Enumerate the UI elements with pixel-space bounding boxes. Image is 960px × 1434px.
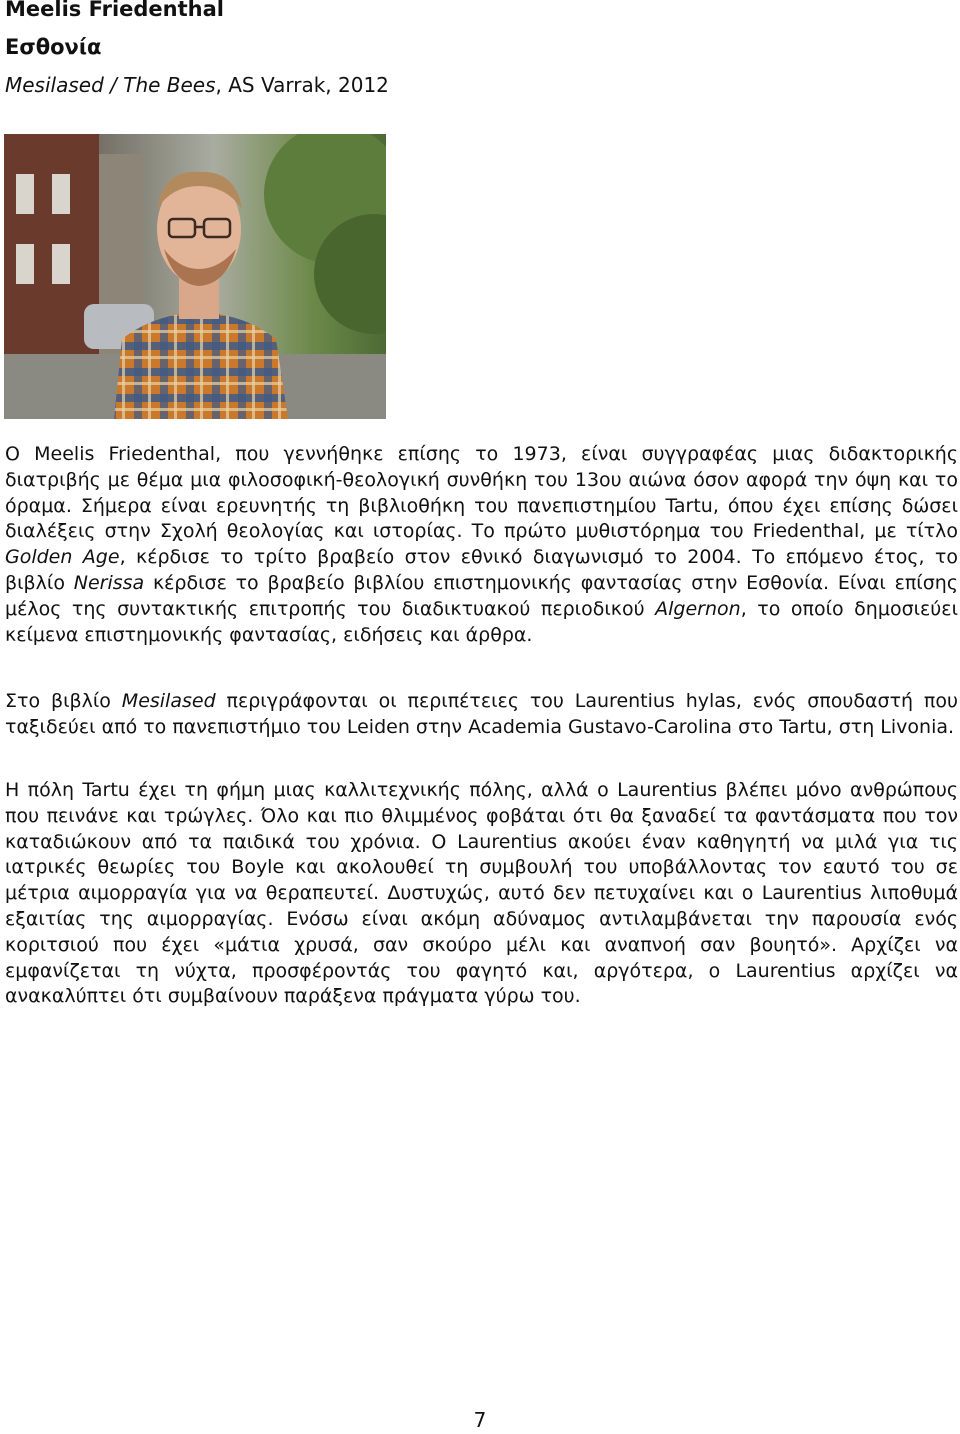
novel-title-golden-age: Golden Age [5,546,120,569]
magazine-title-algernon: Algernon [655,597,741,620]
author-country: Εσθονία [5,35,102,59]
bio-text-2: , κέρδισε το τρίτο βραβείο στον εθνικό διαγωνισμό το 2004. Το επόμενο έτος, το βιβλίο [5,546,958,594]
book-title-mesilased: Mesilased [121,690,216,712]
author-name: Meelis Friedenthal [5,0,224,21]
biography-paragraph [5,442,958,648]
bio-text-4: , το οποίο δημοσιεύει κείμενα επιστημονικής φαντασίας, ειδήσεις και άρθρα. [5,597,958,646]
publisher-year: , AS Varrak, 2012 [215,73,389,97]
bio-text-1: Ο Meelis Friedenthal, που γεννήθηκε επίσης το 1973, είναι συγγραφέας μιας διδακτορικής διατριβής με θέμα μια φιλοσοφική-θεολογική συνθήκη του 13ου αιώνα όσον αφορά την όψη και το όραμα. Σήμερα είναι ερευνητής τη βιβλιοθήκη του πανεπιστημίου Tartu, όπου έχει επίσης δώσει διαλέξεις στην Σχολή θεολογίας και ιστορίας. Το πρώτο μυθιστόρημα του Friedenthal, με τίτλο [5,443,958,543]
book-citation [5,70,389,100]
summary-text-2: περιγράφονται οι περιπέτειες του Laurentius hylas, ενός σπουδαστή που ταξιδεύει από το πανεπιστήμιο του Leiden στην Academia Gustavo-Carolina στο Tartu, στη Livonia. [5,690,958,738]
summary-paragraph [5,689,958,741]
book-title: Mesilased / The Bees [5,73,216,97]
author-portrait-icon [4,134,386,419]
summary-text-1: Στο βιβλίο [5,690,122,712]
page-number: 7 [473,1408,487,1432]
plot-paragraph: Η πόλη Tartu έχει τη φήμη μιας καλλιτεχνικής πόλης, αλλά ο Laurentius βλέπει μόνο ανθρώπους που πεινάνε και τρώγλες. Όλο και πιο θλιμμένος φοβάται ότι θα ξαναδεί τα φαντάσματα που τον καταδιώκουν από τα παιδικά του χρόνια. Ο Laurentius ακούει έναν καθηγητή να μιλά για τις ιατρικές θεωρίες του Boyle και ακολουθεί τη συμβουλή του υποβάλλοντας τον εαυτό του σε μέτρια αιμορραγία για να θεραπευτεί. Δυστυχώς, αυτό δεν πετυχαίνει και ο Laurentius λιποθυμά εξαιτίας της αιμορραγίας. Ενόσω είναι ακόμη αδύναμος αντιλαμβάνεται την παρουσία ενός κοριτσιού που έχει «μάτια χρυσά, σαν σκούρο μέλι και αναπνοή σαν βουητό». Αρχίζει να εμφανίζεται τη νύχτα, προσφέροντάς του φαγητό και, αργότερα, ο Laurentius αρχίζει να ανακαλύπτει ότι συμβαίνουν παράξενα πράγματα γύρω του. [5,779,958,1008]
bio-text-3: κέρδισε το βραβείο βιβλίου επιστημονικής φαντασίας στην Εσθονία. Είναι επίσης μέλος της συντακτικής επιτροπής του διαδικτυακού περιοδικού [5,571,958,620]
novel-title-nerissa: Nerissa [73,571,145,594]
